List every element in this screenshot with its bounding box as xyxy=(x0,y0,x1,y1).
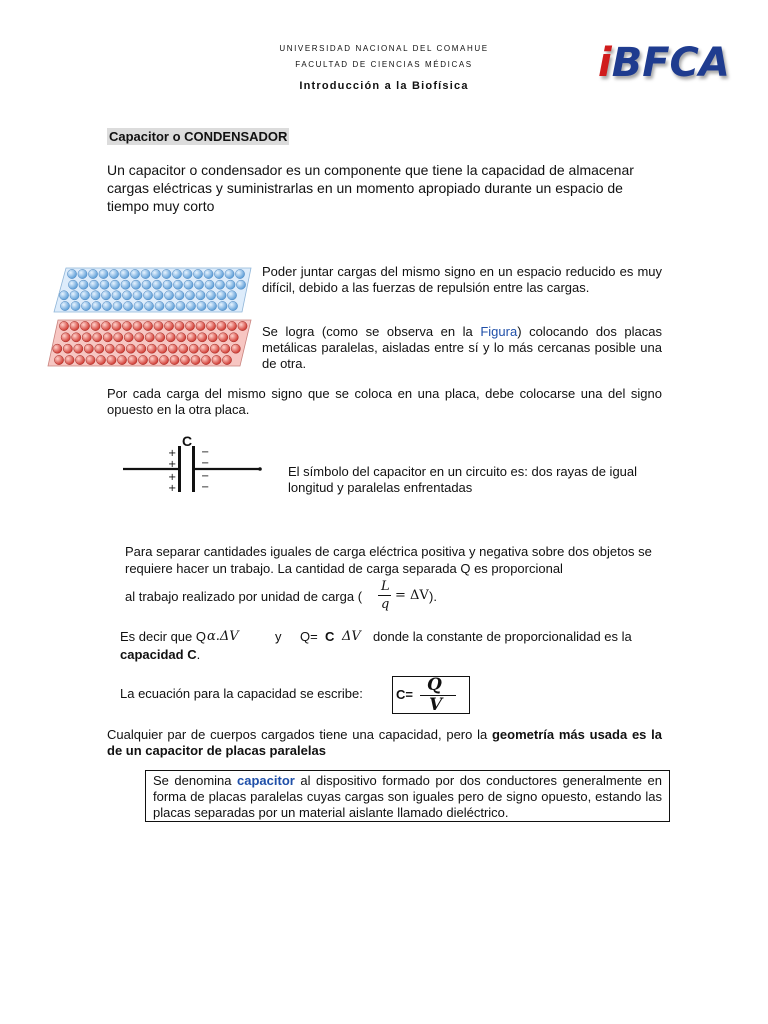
geometry-paragraph xyxy=(107,727,662,759)
red-charge xyxy=(91,321,100,330)
blue-charge xyxy=(163,280,172,289)
prop-delta-v: ΔV xyxy=(342,629,361,644)
blue-charge xyxy=(133,291,142,300)
blue-charge xyxy=(99,269,108,278)
red-charge xyxy=(170,355,179,364)
prop-text-4: donde la constante de proporcionalidad es la xyxy=(373,629,632,644)
red-charge xyxy=(177,333,186,342)
red-charge xyxy=(158,344,167,353)
prop-text-1: Es decir que Q xyxy=(120,629,206,644)
blue-charge xyxy=(68,280,77,289)
blue-charge xyxy=(235,269,244,278)
blue-charge xyxy=(67,269,76,278)
blue-charge xyxy=(225,269,234,278)
red-charge xyxy=(164,321,173,330)
red-charge xyxy=(54,355,63,364)
prop-y: y xyxy=(275,629,282,644)
red-charge xyxy=(166,333,175,342)
plus-sign: + xyxy=(168,472,177,483)
red-charge xyxy=(175,321,184,330)
blue-charge xyxy=(120,269,129,278)
faculty-name: FACULTAD DE CIENCIAS MÉDICAS xyxy=(295,60,473,69)
blue-charge xyxy=(152,280,161,289)
red-charge xyxy=(114,333,123,342)
blue-charge xyxy=(184,280,193,289)
blue-charge xyxy=(175,291,184,300)
blue-charge xyxy=(80,291,89,300)
red-charge xyxy=(159,355,168,364)
work-line-2 xyxy=(125,579,465,615)
red-charge xyxy=(191,355,200,364)
red-charge xyxy=(101,321,110,330)
red-charge xyxy=(219,333,228,342)
red-charge xyxy=(189,344,198,353)
blue-charge xyxy=(217,291,226,300)
red-charge xyxy=(53,344,62,353)
blue-charge xyxy=(206,291,215,300)
red-charge xyxy=(84,344,93,353)
red-charge xyxy=(117,355,126,364)
equation-rhs: = ΔV xyxy=(395,588,429,603)
equation-numerator: Q xyxy=(427,675,442,695)
blue-charge xyxy=(173,280,182,289)
figura-link[interactable]: Figura xyxy=(480,324,518,339)
blue-charge xyxy=(196,291,205,300)
blue-charge xyxy=(236,280,245,289)
geometry-bold: geometría más usada es la de un capacitor de placas paralelas xyxy=(107,727,662,758)
charges-paragraph: Por cada carga del mismo signo que se coloca en una placa, debe colocarse una del signo opuesto en la otra placa. xyxy=(107,386,662,417)
blue-charge xyxy=(207,301,216,310)
plus-sign: + xyxy=(168,459,177,470)
parallel-plates-figure xyxy=(46,262,256,370)
blue-charge xyxy=(226,280,235,289)
red-charge xyxy=(145,333,154,342)
university-name: UNIVERSIDAD NACIONAL DEL COMAHUE xyxy=(279,44,489,53)
work-line-2-before: al trabajo realizado por unidad de carga ( xyxy=(125,589,363,604)
red-charge xyxy=(122,321,131,330)
left-plate-line xyxy=(178,446,181,492)
fraction-denominator: q xyxy=(381,597,390,612)
red-charge xyxy=(206,321,215,330)
red-charge xyxy=(200,344,209,353)
definition-before: Se denomina xyxy=(153,773,238,788)
red-charge xyxy=(124,333,133,342)
capacitor-label: C xyxy=(182,433,193,449)
red-charge xyxy=(112,321,121,330)
blue-charge xyxy=(186,301,195,310)
red-charge xyxy=(156,333,165,342)
red-charge xyxy=(147,344,156,353)
blue-charge xyxy=(130,269,139,278)
plus-sign: + xyxy=(168,448,177,459)
red-charge xyxy=(196,321,205,330)
red-charge xyxy=(80,321,89,330)
blue-charge xyxy=(92,301,101,310)
red-charge xyxy=(107,355,116,364)
red-charge xyxy=(137,344,146,353)
blue-charge xyxy=(102,301,111,310)
plates-paragraph-2 xyxy=(262,324,662,372)
red-charge xyxy=(133,321,142,330)
blue-charge xyxy=(197,301,206,310)
red-charge xyxy=(126,344,135,353)
red-charge xyxy=(221,344,230,353)
red-charge xyxy=(187,333,196,342)
intro-paragraph: Un capacitor o condensador es un componente que tiene la capacidad de almacenar cargas eléctricas y suministrarlas en un momento apropiado durante un espacio de tiempo muy corto xyxy=(107,162,634,214)
blue-charge xyxy=(205,280,214,289)
blue-charge xyxy=(109,269,118,278)
red-charge xyxy=(227,321,236,330)
red-charge xyxy=(138,355,147,364)
blue-charge xyxy=(151,269,160,278)
blue-charge xyxy=(155,301,164,310)
blue-charge xyxy=(228,301,237,310)
blue-charge xyxy=(101,291,110,300)
blue-charge xyxy=(204,269,213,278)
equation-denominator: V xyxy=(429,695,443,715)
blue-charge xyxy=(81,301,90,310)
red-charge xyxy=(74,344,83,353)
blue-charge xyxy=(113,301,122,310)
red-charge xyxy=(143,321,152,330)
proportional-line-1 xyxy=(120,629,665,645)
blue-charge xyxy=(122,291,131,300)
symbol-paragraph: El símbolo del capacitor en un circuito es: dos rayas de igual longitud y paralelas enfrentadas xyxy=(288,464,638,495)
section-title: Capacitor o CONDENSADOR xyxy=(109,129,288,144)
blue-charge xyxy=(112,291,121,300)
blue-charge xyxy=(100,280,109,289)
red-charge xyxy=(116,344,125,353)
red-charge xyxy=(149,355,158,364)
red-charge xyxy=(59,321,68,330)
work-line-2-after: ). xyxy=(429,589,437,604)
blue-charge xyxy=(141,269,150,278)
red-charge xyxy=(229,333,238,342)
work-paragraph: Para separar cantidades iguales de carga eléctrica positiva y negativa sobre dos objetos se requiere hacer un trabajo. La cantidad de carga separada Q es proporcional xyxy=(125,544,652,576)
blue-charge xyxy=(70,291,79,300)
blue-charge xyxy=(162,269,171,278)
red-charge xyxy=(217,321,226,330)
prop-alpha: α.ΔV xyxy=(207,629,239,644)
blue-charge xyxy=(78,269,87,278)
proportional-line-2 xyxy=(120,647,200,663)
blue-charge xyxy=(91,291,100,300)
equation-lhs: C= xyxy=(396,687,413,702)
capacity-equation-box xyxy=(392,676,470,714)
blue-charge xyxy=(79,280,88,289)
blue-charge xyxy=(154,291,163,300)
minus-sign: − xyxy=(201,482,210,493)
plates-p2-before: Se logra (como se observa en la xyxy=(262,324,481,339)
red-charge xyxy=(75,355,84,364)
blue-charge xyxy=(165,301,174,310)
blue-charge xyxy=(193,269,202,278)
right-plate-line xyxy=(192,446,195,492)
plates-paragraph-1: Poder juntar cargas del mismo signo en un espacio reducido es muy difícil, debido a las fuerzas de repulsión entre las cargas. xyxy=(262,264,662,295)
blue-charge xyxy=(89,280,98,289)
prop-c: C xyxy=(325,629,335,644)
blue-charge xyxy=(144,301,153,310)
capacitor-symbol-diagram xyxy=(120,432,270,496)
ibfca-logo xyxy=(598,36,748,90)
red-charge xyxy=(179,344,188,353)
prop-q-equals: Q= xyxy=(300,629,318,644)
definition-after: al dispositivo formado por dos conductores generalmente en forma de placas paralelas cuyas cargas son iguales pero de signo opuesto, estando las placas separadas por un material aislante llamado dieléctrico. xyxy=(153,773,662,820)
blue-charge xyxy=(214,269,223,278)
fraction-bar xyxy=(378,595,391,596)
blue-charge xyxy=(88,269,97,278)
red-charge xyxy=(222,355,231,364)
red-charge xyxy=(63,344,72,353)
red-charge xyxy=(95,344,104,353)
blue-charge xyxy=(142,280,151,289)
equation-label: La ecuación para la capacidad se escribe: xyxy=(120,686,363,701)
red-charge xyxy=(103,333,112,342)
red-charge xyxy=(96,355,105,364)
blue-charge xyxy=(183,269,192,278)
red-charge xyxy=(210,344,219,353)
red-charge xyxy=(185,321,194,330)
fraction-numerator: L xyxy=(381,579,390,594)
wire-end-dot xyxy=(258,467,262,471)
minus-sign: − xyxy=(201,447,210,458)
plates-p2-after: ) colocando dos placas metálicas paralelas, aisladas entre sí y lo más cercanas posible una de otra. xyxy=(262,324,662,371)
blue-charge xyxy=(218,301,227,310)
red-charge xyxy=(93,333,102,342)
blue-charge xyxy=(110,280,119,289)
blue-charge xyxy=(134,301,143,310)
red-charge xyxy=(212,355,221,364)
definition-keyword: capacitor xyxy=(237,773,295,788)
minus-sign: − xyxy=(201,471,210,482)
blue-charge xyxy=(172,269,181,278)
logo-text: BFCA xyxy=(611,40,730,86)
definition-box xyxy=(145,770,670,822)
logo-i: i xyxy=(598,40,612,86)
blue-charge xyxy=(164,291,173,300)
red-charge xyxy=(198,333,207,342)
blue-charge xyxy=(227,291,236,300)
blue-charge xyxy=(60,301,69,310)
blue-charge xyxy=(185,291,194,300)
blue-charge xyxy=(176,301,185,310)
red-charge xyxy=(128,355,137,364)
red-charge xyxy=(201,355,210,364)
red-charge xyxy=(135,333,144,342)
red-charge xyxy=(154,321,163,330)
red-charge xyxy=(238,321,247,330)
red-charge xyxy=(86,355,95,364)
red-charge xyxy=(231,344,240,353)
blue-charge xyxy=(143,291,152,300)
red-charge xyxy=(65,355,74,364)
plus-sign: + xyxy=(168,483,177,494)
blue-charge xyxy=(123,301,132,310)
blue-charge xyxy=(71,301,80,310)
red-charge xyxy=(70,321,79,330)
blue-charge xyxy=(121,280,130,289)
geometry-before: Cualquier par de cuerpos cargados tiene una capacidad, pero la xyxy=(107,727,492,742)
red-charge xyxy=(72,333,81,342)
capacidad-c: capacidad C xyxy=(120,647,197,662)
red-charge xyxy=(208,333,217,342)
red-charge xyxy=(105,344,114,353)
blue-charge xyxy=(59,291,68,300)
prop-period: . xyxy=(196,647,201,662)
red-charge xyxy=(180,355,189,364)
red-charge xyxy=(168,344,177,353)
blue-charge xyxy=(131,280,140,289)
red-charge xyxy=(82,333,91,342)
blue-charge xyxy=(215,280,224,289)
course-title: Introducción a la Biofísica xyxy=(299,80,469,92)
red-charge xyxy=(61,333,70,342)
minus-sign: − xyxy=(201,458,210,469)
blue-charge xyxy=(194,280,203,289)
